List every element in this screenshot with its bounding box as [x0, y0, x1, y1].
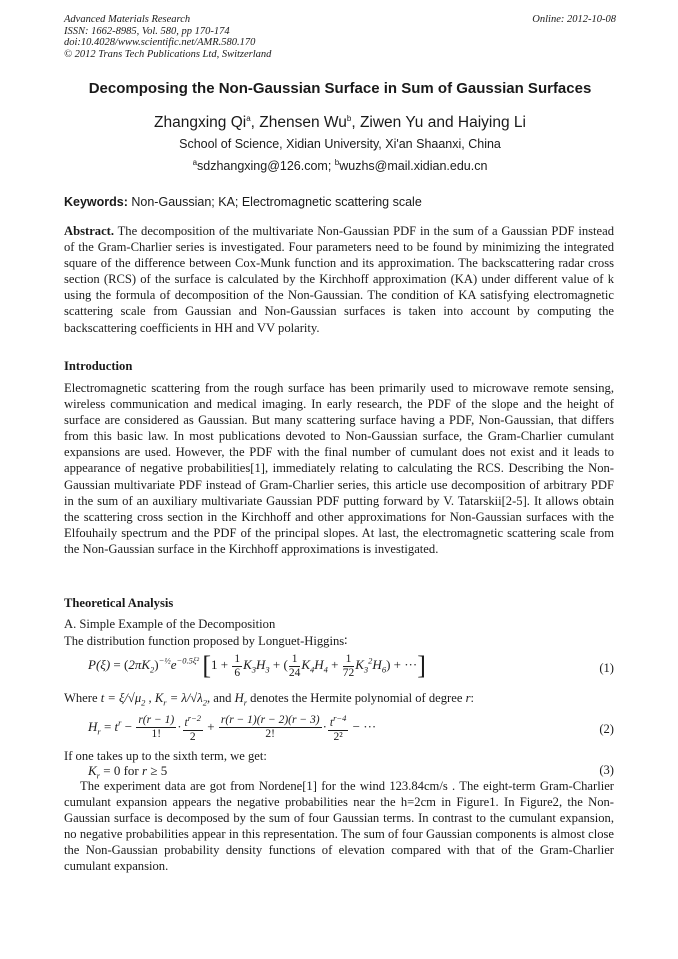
- introduction-text: Electromagnetic scattering from the rough surface has been primarily used to microwave remote sensing, wireless communication and medical imaging. In early research, the PDF of the slope and the height of surface are considered as Gaussian. But many scattering surface having a PDF, Non-Gaussian, that differs from this basic law. In most publications devoted to Non-Gaussian surface, the Gram-Charlier cumulant expansions are used. However, the PDF with the final number of cumulant does not exist and it leads to appearance of negative probabilities[1], immediately relating to calculating the RCS. Describing the Non-Gaussian multivariate PDF instead of Gram-Charlier series, this article use decomposition of arbitrary PDF in the sum of an auxiliary multivariate Gaussian PDF putting forward by V. Tatarskii[2-5]. It allows obtain the scattering cross section in the Kirchhoff and other approximations for Non-Gaussian surfaces with the Elfouhaily spectrum and the PDF of the principal slopes. At last, the electromagnetic scattering scale from the Non-Gaussian surface in the Kirchhoff approximations is investigated.: [64, 381, 614, 556]
- email-line: [40, 159, 640, 173]
- subsection-a-heading: A. Simple Example of the Decomposition: [64, 617, 276, 631]
- abstract: [64, 223, 614, 336]
- author-1: Zhangxing Qi: [154, 114, 247, 131]
- keywords-label: Keywords:: [64, 195, 128, 209]
- email-b: wuzhs@mail.xidian.edu.cn: [339, 159, 488, 173]
- abstract-text: The decomposition of the multivariate Non-Gaussian PDF in the sum of a Gaussian PDF instead of the Gram-Charlier series is investigated. Four parameters need to be found by minimizing the integrated square of the difference between Cox-Munk function and its approximation. The backscattering radar cross section (RCS) of the surface is calculated by the Kirchhoff approximation (KA) under different value of k using the formula of decomposition of the Non-Gaussian. The condition of KA satisfying electromagnetic scattering scale from Gaussian and Non-Gaussian surfaces is taken into account by computing the backscattering coefficients in HH and VV polarity.: [64, 224, 614, 335]
- sixth-term-line: If one takes up to the sixth term, we get:: [64, 749, 267, 763]
- where-text-c: denotes the Hermite polynomial of degree: [247, 691, 466, 705]
- author-list: [40, 114, 640, 132]
- experiment-paragraph: The experiment data are got from Nordene[1] for the wind 123.84cm/s . The eight-term Gram-Charlier cumulant expansion appears the negative probabilities near the h=2cm in Figure1. In Figure2, the Non-Gaussian surface is decomposed by the sum of four Gaussian terms. In contrast to the cumulant expansion, no negative probabilities appear in this representation. The sum of four Gaussian components is almost close the Non-Gaussian probability density functions of elevation compared with that of the Gram-Charlier cumulant expansion.: [64, 779, 614, 874]
- where-text-a: Where: [64, 691, 101, 705]
- distribution-intro: The distribution function proposed by Longuet-Higgins∶: [64, 634, 348, 648]
- other-authors: , Ziwen Yu and Haiying Li: [351, 114, 526, 131]
- author-2: , Zhensen Wu: [250, 114, 347, 131]
- email-a-mark: a: [192, 157, 198, 167]
- online-date: Online: 2012-10-08: [532, 14, 616, 25]
- journal-header: [64, 14, 616, 60]
- equation-2-number: (2): [599, 722, 614, 736]
- email-b-mark: b: [334, 157, 340, 167]
- where-line: Where $t = \xi/√\mu_2$ , $K_r = \lambda/√\lambda_2$, and $H_r$ denotes the Hermite polynomial of degree r:: [64, 691, 474, 708]
- equation-3-number: (3): [599, 763, 614, 777]
- equation-1: $P(\xi) = (2\pi K_2)^{-\frac{1}{2}}e^{-0.5\xi^2}$ [1 + $\frac{1}{6}$ $K_3H_3$ + ( $\frac{1}{24}$ $K_4H_4$ + $\frac{1}{72}$ $K_3^2H_6$) + ···]: [88, 651, 426, 680]
- author-1-mark: a: [246, 113, 251, 123]
- keywords: [64, 195, 422, 209]
- keywords-text: Non-Gaussian; KA; Electromagnetic scattering scale: [127, 195, 422, 209]
- where-text-d: :: [470, 691, 474, 705]
- theory-heading: Theoretical Analysis: [64, 596, 174, 610]
- doi-line: doi:10.4028/www.scientific.net/AMR.580.170: [64, 37, 256, 49]
- equation-1-number: (1): [599, 661, 614, 675]
- equation-2: $H_r = t^r$ − $\frac{r(r - 1)}{1!}$ · $\frac{t^{r-2}}{2}$ + $\frac{r(r - 1)(r - 2)(r - 3)}{2!}$ · $\frac{t^{r-4}}{\text{2²}}$ − ···: [88, 713, 377, 743]
- issn-line: ISSN: 1662-8985, Vol. 580, pp 170-174: [64, 25, 230, 37]
- affiliation: School of Science, Xidian University, Xi'an Shaanxi, China: [179, 137, 501, 151]
- copyright-line: © 2012 Trans Tech Publications Ltd, Switzerland: [64, 48, 272, 60]
- equation-3-for: for: [123, 763, 139, 778]
- introduction-heading: Introduction: [64, 359, 133, 373]
- author-2-mark: b: [346, 113, 352, 123]
- where-text-b: , and: [206, 691, 235, 705]
- equation-3: $K_r = 0$ for r ≥ 5: [88, 763, 168, 781]
- journal-name: Advanced Materials Research: [64, 14, 191, 25]
- paper-title: Decomposing the Non-Gaussian Surface in Sum of Gaussian Surfaces: [88, 80, 592, 97]
- email-a: sdzhangxing@126.com;: [197, 159, 335, 173]
- abstract-label: Abstract.: [64, 224, 115, 238]
